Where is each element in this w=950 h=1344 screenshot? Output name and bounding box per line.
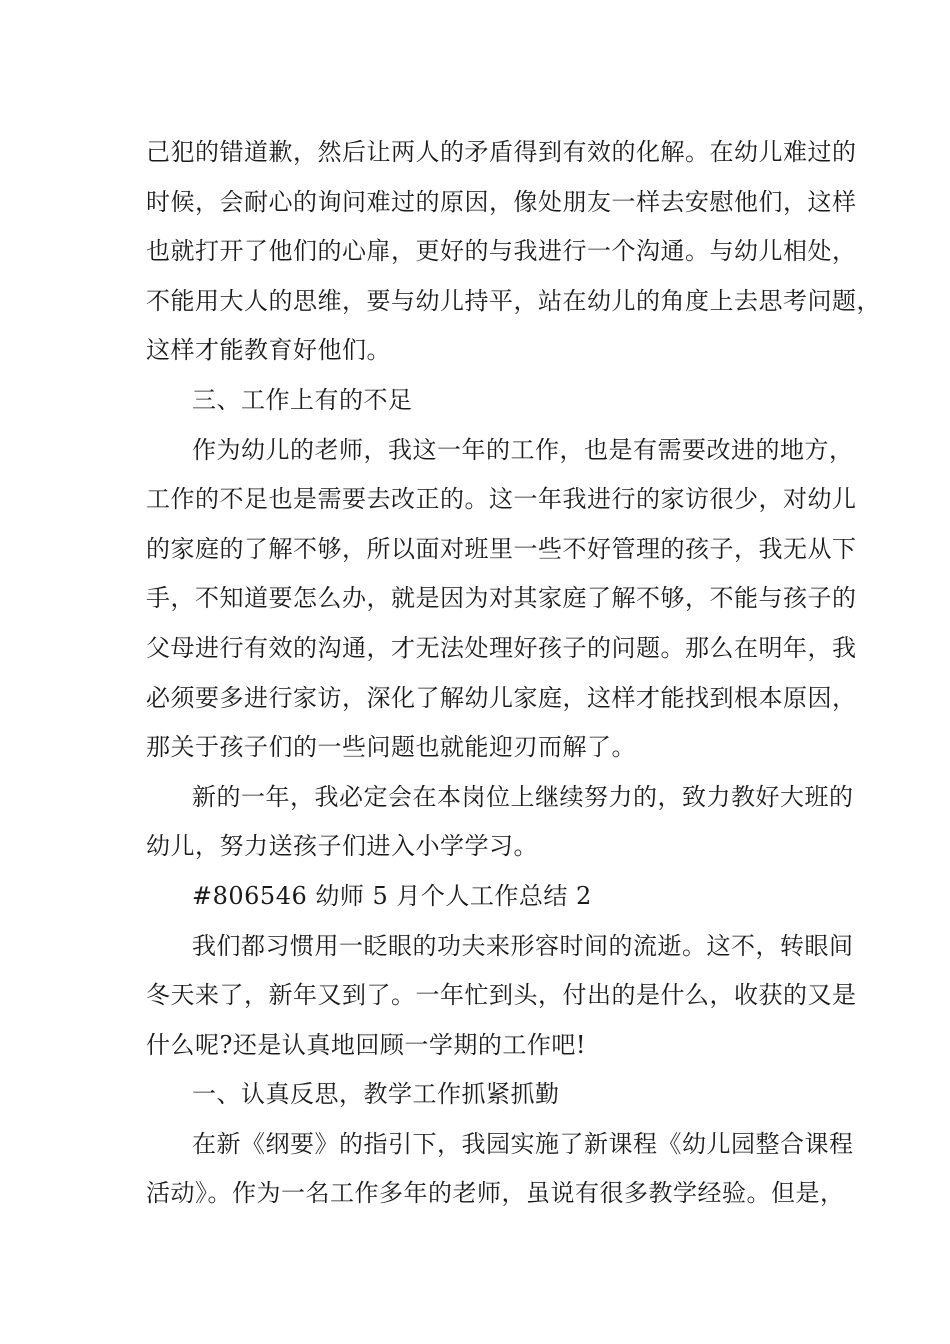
text-line: 新的一年，我必定会在本岗位上继续努力的，致力教好大班的 — [192, 782, 854, 811]
section-heading: 一、认真反思，教学工作抓紧抓勤 — [192, 1080, 560, 1109]
section-heading: 三、工作上有的不足 — [192, 385, 413, 414]
text-line: 父母进行有效的沟通，才无法处理好孩子的问题。那么在明年，我 — [146, 633, 857, 662]
text-line: 活动》。作为一名工作多年的老师，虽说有很多教学经验。但是， — [146, 1179, 845, 1208]
text-line: 手，不知道要怎么办，就是因为对其家庭了解不够，不能与孩子的 — [146, 584, 857, 613]
document-body — [146, 128, 881, 1219]
text-line: 工作的不足也是需要去改正的。这一年我进行的家访很少，对幼儿 — [146, 485, 857, 514]
text-line: 在新《纲要》的指引下，我园实施了新课程《幼儿园整合课程 — [192, 1129, 854, 1158]
text-line: 不能用大人的思维，要与幼儿持平，站在幼儿的角度上去思考问题， — [146, 286, 881, 315]
text-line: 必须要多进行家访，深化了解幼儿家庭，这样才能找到根本原因， — [146, 683, 857, 712]
text-line: 幼儿，努力送孩子们进入小学学习。 — [146, 832, 538, 861]
article-title: #806546 幼师 5 月个人工作总结 2 — [192, 881, 592, 910]
text-line: 时候，会耐心的询问难过的原因，像处朋友一样去安慰他们，这样 — [146, 187, 857, 216]
text-line: 作为幼儿的老师，我这一年的工作，也是有需要改进的地方， — [192, 435, 854, 464]
text-line: 也就打开了他们的心扉，更好的与我进行一个沟通。与幼儿相处， — [146, 237, 857, 266]
text-line: 这样才能教育好他们。 — [146, 336, 391, 365]
text-line: 冬天来了，新年又到了。一年忙到头，付出的是什么，收获的又是 — [146, 981, 857, 1010]
text-line: 那关于孩子们的一些问题也就能迎刃而解了。 — [146, 733, 636, 762]
text-line: 的家庭的了解不够，所以面对班里一些不好管理的孩子，我无从下 — [146, 534, 857, 563]
text-line: 己犯的错道歉，然后让两人的矛盾得到有效的化解。在幼儿难过的 — [146, 138, 857, 166]
text-line: 我们都习惯用一眨眼的功夫来形容时间的流逝。这不，转眼间 — [192, 931, 854, 960]
text-line: 什么呢?还是认真地回顾一学期的工作吧! — [146, 1030, 587, 1059]
